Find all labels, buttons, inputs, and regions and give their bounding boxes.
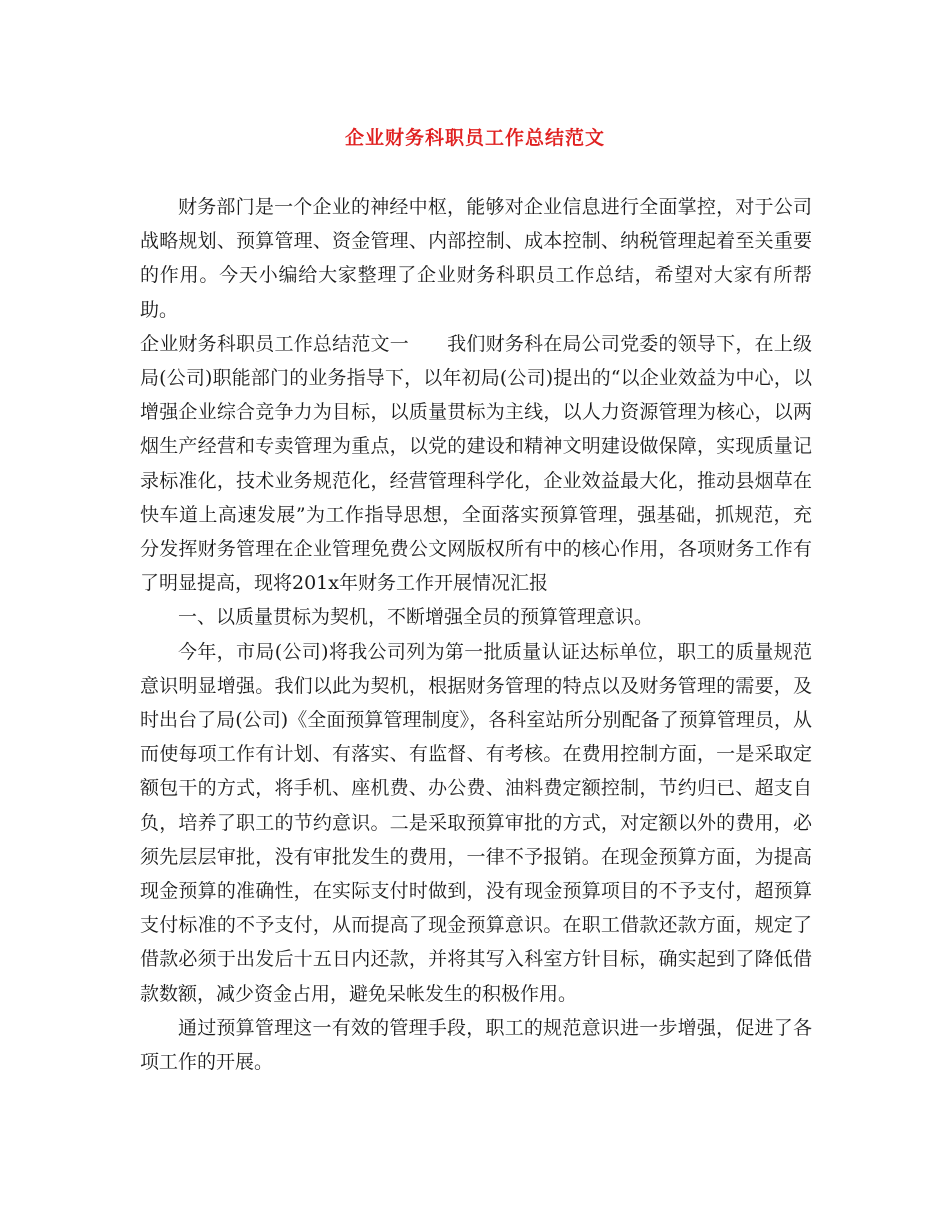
closing-paragraph: 通过预算管理这一有效的管理手段，职工的规范意识进一步增强，促进了各项工作的开展。 [140,1016,812,1074]
section-body: 我们财务科在局公司党委的领导下，在上级局(公司)职能部门的业务指导下，以年初局(公司)提出的“以企业效益为中心，以增强企业综合竞争力为目标，以质量贯标为主线，以人力资源管理为核心，以两烟生产经营和专卖管理为重点，以党的建设和精神文明建设做保障，实现质量记录标准化，技术业务规范化，经营管理科学化，企业效益最大化，推动县烟草在快车道上高速发展”为工作指导思想，全面落实预算管理，强基础，抓规范，充分发挥财务管理在企业管理免费公文网版权所有中的核心作用，各项财务工作有了明显提高，现将201x年财务工作开展情况汇报 [140,332,812,595]
intro-paragraph: 财务部门是一个企业的神经中枢，能够对企业信息进行全面掌控，对于公司战略规划、预算管理、资金管理、内部控制、成本控制、纳税管理起着至关重要的作用。今天小编给大家整理了企业财务科职员工作总结，希望对大家有所帮助。 [140,196,812,321]
point-one-heading: 一、以质量贯标为契机，不断增强全员的预算管理意识。 [178,606,654,629]
point-one-paragraph: 今年，市局(公司)将我公司列为第一批质量认证达标单位，职工的质量规范意识明显增强。我们以此为契机，根据财务管理的特点以及财务管理的需要，及时出台了局(公司)《全面预算管理制度》，各科室站所分别配备了预算管理员，从而使每项工作有计划、有落实、有监督、有考核。在费用控制方面，一是采取定额包干的方式，将手机、座机费、办公费、油料费定额控制，节约归已、超支自负，培养了职工的节约意识。二是采取预算审批的方式，对定额以外的费用，必须先层层审批，没有审批发生的费用，一律不予报销。在现金预算方面，为提高现金预算的准确性，在实际支付时做到，没有现金预算项目的不予支付，超预算支付标准的不予支付，从而提高了现金预算意识。在职工借款还款方面，规定了借款必须于出发后十五日内还款，并将其写入科室方针目标，确实起到了降低借款数额，减少资金占用，避免呆帐发生的积极作用。 [140,640,812,1005]
document-body [140,190,812,1079]
section-heading: 企业财务科职员工作总结范文一 [140,332,409,355]
document-title: 企业财务科职员工作总结范文 [344,127,605,149]
section-paragraph [140,327,812,601]
